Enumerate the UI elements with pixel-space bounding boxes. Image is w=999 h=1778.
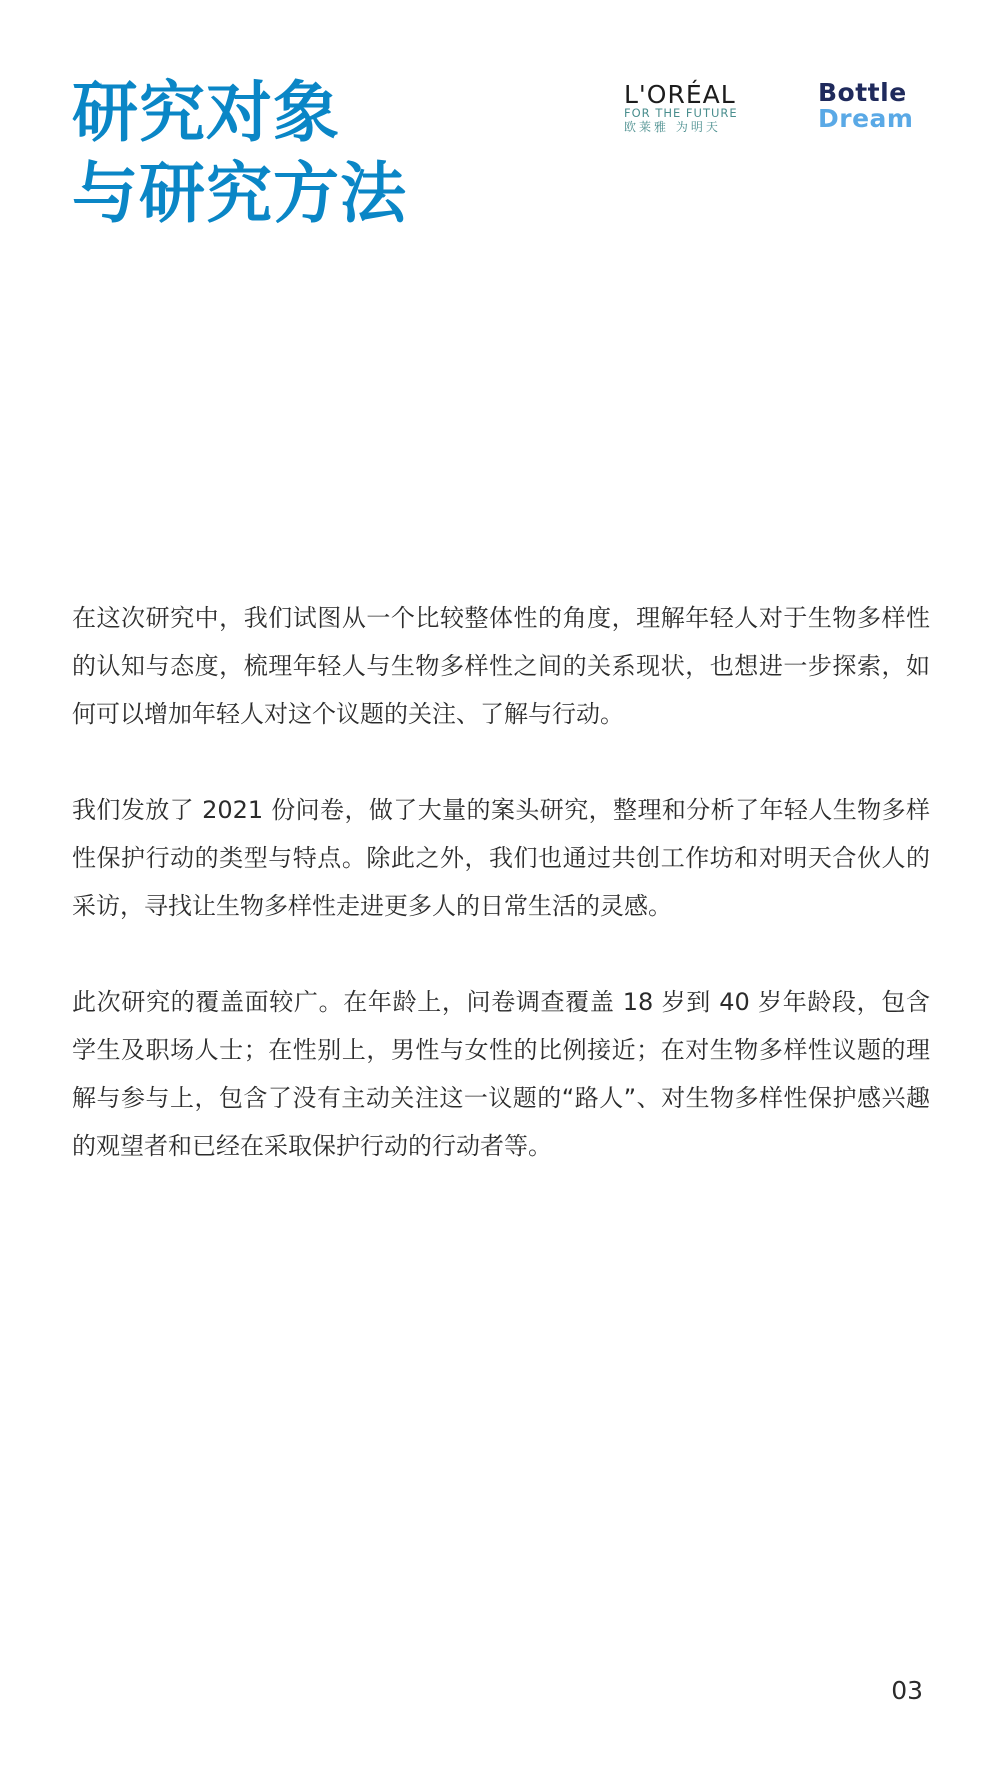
- bottle-dream-logo: [818, 80, 928, 132]
- paragraph-research-goal: 在这次研究中，我们试图从一个比较整体性的角度，理解年轻人对于生物多样性的认知与态度，梳理年轻人与生物多样性之间的关系现状，也想进一步探索，如何可以增加年轻人对这个议题的关注、了解与行动。: [72, 604, 930, 728]
- body-text: [72, 594, 930, 1218]
- page-title-line-1: 研究对象: [72, 74, 340, 151]
- loreal-logo-tagline: FOR THE FUTURE: [624, 106, 738, 120]
- bottle-dream-logo-top: Bottle: [818, 78, 907, 107]
- bottle-dream-logo-bottom: Dream: [818, 104, 914, 133]
- partner-logos: [620, 78, 920, 142]
- page-title: [72, 72, 407, 234]
- loreal-logo-wordmark: L'ORÉAL: [624, 80, 736, 109]
- loreal-logo: [624, 82, 764, 134]
- paragraph-research-methods: 我们发放了 2021 份问卷，做了大量的案头研究，整理和分析了年轻人生物多样性保护行动的类型与特点。除此之外，我们也通过共创工作坊和对明天合伙人的采访，寻找让生物多样性走进更多人的日常生活的灵感。: [72, 796, 930, 920]
- page-title-line-2: 与研究方法: [72, 155, 407, 232]
- paragraph-research-coverage: 此次研究的覆盖面较广。在年龄上，问卷调查覆盖 18 岁到 40 岁年龄段，包含学生及职场人士；在性别上，男性与女性的比例接近；在对生物多样性议题的理解与参与上，包含了没有主动关注这一议题的“路人”、对生物多样性保护感兴趣的观望者和已经在采取保护行动的行动者等。: [72, 988, 930, 1160]
- page-number: 03: [891, 1676, 923, 1705]
- loreal-logo-chinese-tagline: 欧莱雅 为明天: [624, 120, 721, 134]
